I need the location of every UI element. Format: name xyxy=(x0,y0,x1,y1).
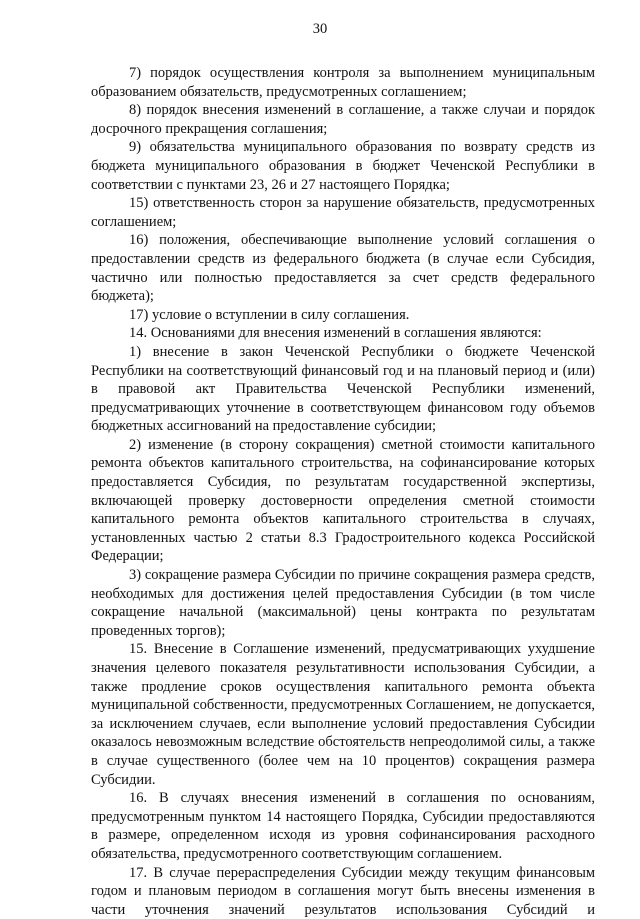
paragraph-section-17: 17. В случае перераспределения Субсидии между текущим финансовым годом и плановым периодом в соглашения могут быть внесены изменения в части уточнения значений результатов использования Субсидий и xyxy=(91,864,595,918)
paragraph-section-14-item-2: 2) изменение (в сторону сокращения) сметной стоимости капитального ремонта объектов капитального строительства, на софинансирование которых предоставляется Субсидия, по результатам государственной экспертизы, включающей проверку достоверности определения сметной стоимости капитального ремонта объектов капитального строительства в случаях, установленных частью 2 статьи 8.3 Градостроительного кодекса Российской Федерации; xyxy=(91,436,595,565)
paragraph-item-8: 8) порядок внесения изменений в соглашение, а также случаи и порядок досрочного прекращения соглашения; xyxy=(91,102,595,137)
paragraph-section-14: 14. Основаниями для внесения изменений в соглашения являются: xyxy=(129,325,542,342)
document-body xyxy=(91,64,595,919)
paragraph-section-15: 15. Внесение в Соглашение изменений, предусматривающих ухудшение значения целевого показателя результативности использования Субсидии, а также продление сроков осуществления капитального ремонта объекта муниципальной собственности, предусмотренных Соглашением, не допускается, за исключением случаев, если выполнение условий предоставления Субсидии оказалось невозможным вследствие обстоятельств непреодолимой силы, а также в случае существенного (более чем на 10 процентов) сокращения размера Субсидии. xyxy=(91,641,595,788)
paragraph-item-9: 9) обязательства муниципального образования по возврату средств из бюджета муниципального образования в бюджет Чеченской Республики в соответствии с пунктами 23, 26 и 27 настоящего Порядка; xyxy=(91,139,595,193)
page-number: 30 xyxy=(312,21,328,37)
paragraph-section-16: 16. В случаях внесения изменений в соглашения по основаниям, предусмотренным пунктом 14 настоящего Порядка, Субсидии предоставляются в размере, определенном исходя из уровня софинансирования расходного обязательства, предусмотренного соответствующим соглашением. xyxy=(91,790,595,862)
paragraph-item-15: 15) ответственность сторон за нарушение обязательств, предусмотренных соглашением; xyxy=(91,195,595,230)
paragraph-item-16: 16) положения, обеспечивающие выполнение условий соглашения о предоставлении средств из федерального бюджета (в случае если Субсидия, частично или полностью предоставляется за счет средств федерального бюджета); xyxy=(91,232,595,305)
paragraph-section-14-item-3: 3) сокращение размера Субсидии по причине сокращения размера средств, необходимых для достижения целей предоставления Субсидии (в том числе сокращение начальной (максимальной) цены контракта по результатам проведенных торгов); xyxy=(91,567,595,639)
paragraph-section-14-item-1: 1) внесение в закон Чеченской Республики о бюджете Чеченской Республики на соответствующий финансовый год и на плановый период и (или) в правовой акт Правительства Чеченской Республики изменений, предусматривающих уточнение в соответствующем финансовом году объемов бюджетных ассигнований на предоставление субсидии; xyxy=(91,343,595,435)
paragraph-item-17: 17) условие о вступлении в силу соглашения. xyxy=(129,306,410,323)
paragraph-item-7: 7) порядок осуществления контроля за выполнением муниципальным образованием обязательств, предусмотренных соглашением; xyxy=(91,65,595,100)
